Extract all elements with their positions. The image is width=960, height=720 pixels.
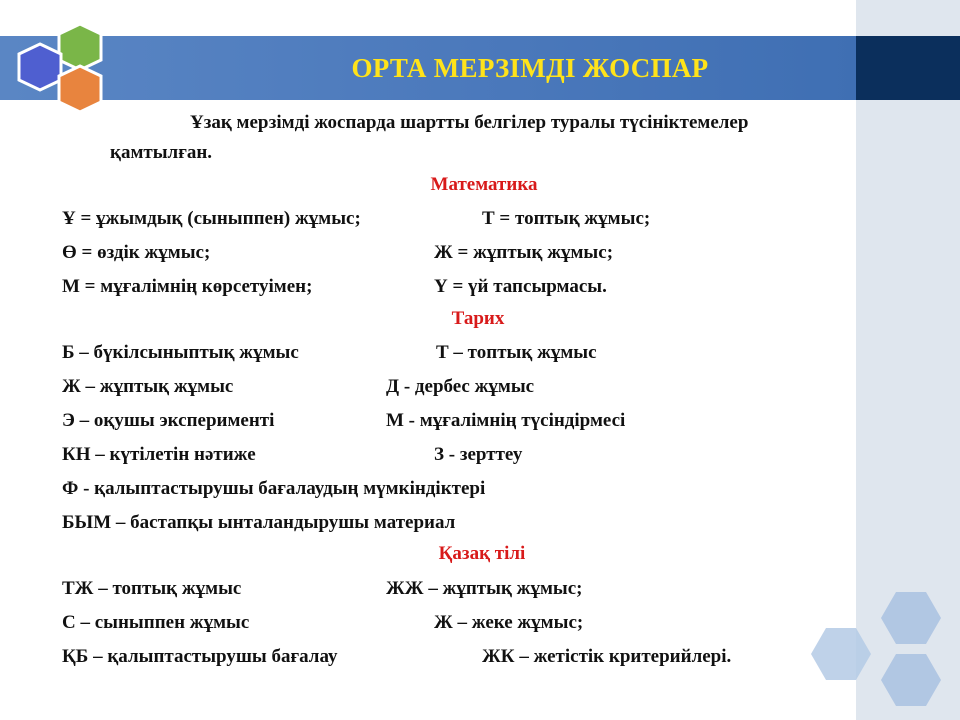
history-row4-right: З - зерттеу [434, 444, 523, 465]
history-row1-left: Б – бүкілсыныптық жұмыс [62, 342, 299, 363]
history-row2-right: Д - дербес жұмыс [386, 376, 535, 397]
deco-hexagon-top [881, 592, 941, 644]
kazakh-row1-left: ТЖ – топтық жұмыс [62, 578, 242, 599]
intro-text-line2: қамтылған. [110, 142, 213, 163]
right-navy-block [856, 36, 960, 100]
history-row3-right: М - мұғалімнің түсіндірмесі [386, 410, 626, 431]
kazakh-row1-right: ЖЖ – жұптық жұмыс; [386, 578, 583, 599]
history-row3-left: Э – оқушы эксперименті [62, 410, 275, 431]
history-row5: Ф - қалыптастырушы бағалаудың мүмкіндіктері [62, 478, 486, 499]
section-heading-kazakh: Қазақ тілі [438, 543, 526, 564]
kazakh-row2-left: С – сыныппен жұмыс [62, 612, 250, 633]
deco-hexagon-bottom [881, 654, 941, 706]
intro-text-line1: Ұзақ мерзімді жоспарда шартты белгілер туралы түсініктемелер [190, 112, 749, 133]
slide-title: ОРТА МЕРЗІМДІ ЖОСПАР [351, 53, 709, 83]
math-row1-right: Т = топтық жұмыс; [482, 208, 651, 229]
history-row6: БЫМ – бастапқы ынталандырушы материал [62, 512, 456, 533]
history-row4-left: КН – күтілетін нәтиже [62, 444, 256, 465]
kazakh-row3-right: ЖК – жетістік критерийлері. [482, 646, 732, 667]
kazakh-row3-left: ҚБ – қалыптастырушы бағалау [62, 646, 338, 667]
math-row2-left: Ө = өздік жұмыс; [62, 242, 211, 263]
decorative-hexagons [800, 586, 960, 720]
math-row2-right: Ж = жұптық жұмыс; [434, 242, 614, 263]
history-row2-left: Ж – жұптық жұмыс [62, 376, 234, 397]
math-row3-right: Ү = үй тапсырмасы. [434, 276, 607, 297]
deco-hexagon-left [811, 628, 871, 680]
section-heading-history: Тарих [451, 308, 505, 329]
math-row1-left: Ұ = ұжымдық (сыныппен) жұмыс; [62, 208, 361, 229]
history-row1-right: Т – топтық жұмыс [436, 342, 597, 363]
kazakh-row2-right: Ж – жеке жұмыс; [434, 612, 584, 633]
math-row3-left: М = мұғалімнің көрсетуімен; [62, 276, 313, 297]
section-heading-math: Математика [430, 174, 538, 195]
